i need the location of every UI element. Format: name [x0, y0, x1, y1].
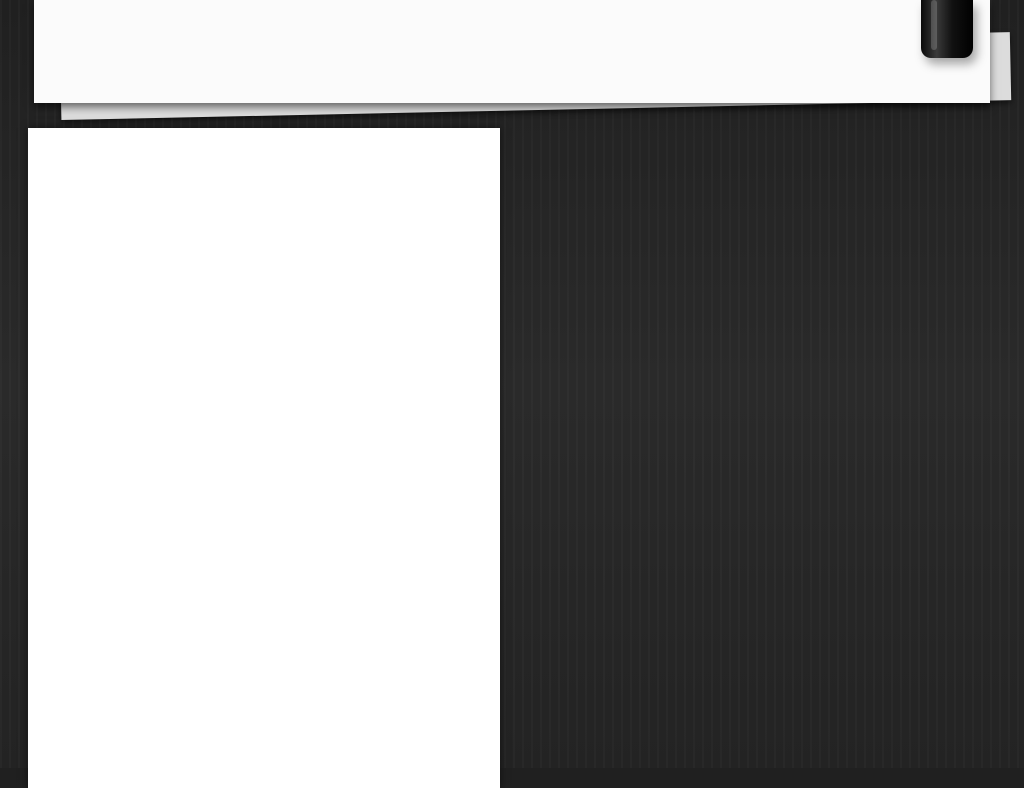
top-paper-sheet	[34, 0, 990, 103]
page-left-text	[98, 188, 452, 231]
document-page-left	[28, 128, 500, 788]
pen-cap-decoration	[921, 0, 973, 58]
pen-highlight	[931, 0, 937, 50]
